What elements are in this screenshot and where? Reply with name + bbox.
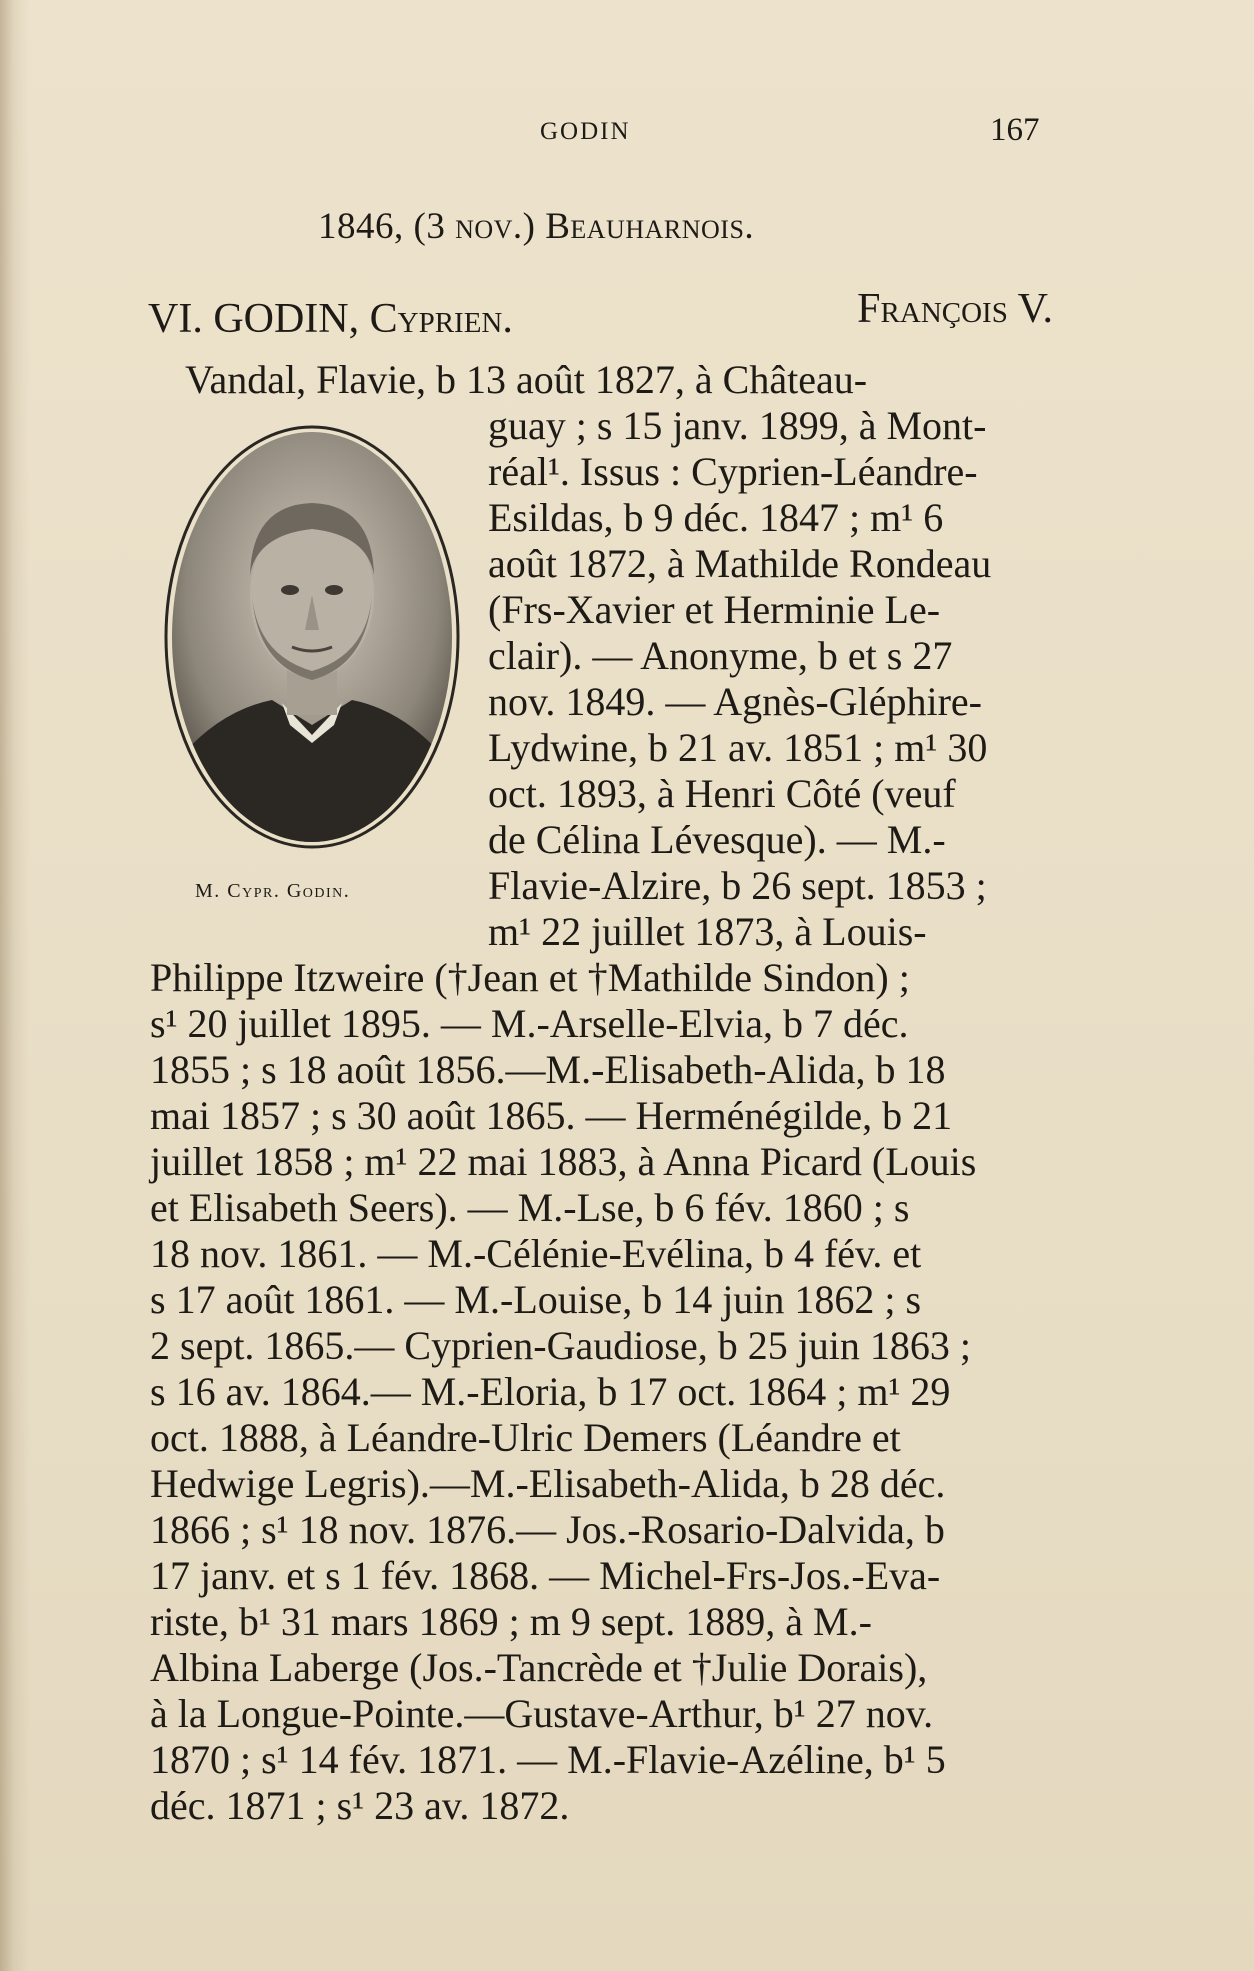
text-line: s¹ 20 juillet 1895. — M.-Arselle-Elvia, b 7 déc. xyxy=(150,1001,909,1046)
text-line: m¹ 22 juillet 1873, à Louis- xyxy=(488,909,927,954)
portrait-image-icon xyxy=(162,425,462,850)
text-line: Lydwine, b 21 av. 1851 ; m¹ 30 xyxy=(488,725,988,770)
text-line: Esildas, b 9 déc. 1847 ; m¹ 6 xyxy=(488,495,944,540)
text-line: Hedwige Legris).—M.-Elisabeth-Alida, b 28 déc. xyxy=(150,1461,946,1506)
text-line: Vandal, Flavie, b 13 août 1827, à Château- xyxy=(185,357,868,402)
text-line: Flavie-Alzire, b 26 sept. 1853 ; xyxy=(488,863,987,908)
entry-number-name: VI. GODIN, Cyprien. xyxy=(148,296,513,342)
text-line: 2 sept. 1865.— Cyprien-Gaudiose, b 25 juin 1863 ; xyxy=(150,1323,972,1368)
text-line: août 1872, à Mathilde Rondeau xyxy=(488,541,992,586)
text-line: Philippe Itzweire (†Jean et †Mathilde Sindon) ; xyxy=(150,955,910,1000)
text-line: 18 nov. 1861. — M.-Célénie-Evélina, b 4 fév. et xyxy=(150,1231,922,1276)
text-line: 1866 ; s¹ 18 nov. 1876.— Jos.-Rosario-Dalvida, b xyxy=(150,1507,945,1552)
portrait-caption: M. Cypr. Godin. xyxy=(195,880,351,902)
text-line: mai 1857 ; s 30 août 1865. — Herménégilde, b 21 xyxy=(150,1093,953,1138)
text-line: oct. 1893, à Henri Côté (veuf xyxy=(488,771,956,816)
text-line: et Elisabeth Seers). — M.-Lse, b 6 fév. 1860 ; s xyxy=(150,1185,910,1230)
text-line: déc. 1871 ; s¹ 23 av. 1872. xyxy=(150,1783,570,1828)
text-line: de Célina Lévesque). — M.- xyxy=(488,817,946,862)
running-head xyxy=(0,112,1254,152)
entry-father: François V. xyxy=(857,286,1053,332)
text-line: s 16 av. 1864.— M.-Eloria, b 17 oct. 1864 ; m¹ 29 xyxy=(150,1369,951,1414)
text-line: à la Longue-Pointe.—Gustave-Arthur, b¹ 27 nov. xyxy=(150,1691,934,1736)
text-line: réal¹. Issus : Cyprien-Léandre- xyxy=(488,449,978,494)
text-line: 17 janv. et s 1 fév. 1868. — Michel-Frs-Jos.-Eva- xyxy=(150,1553,941,1598)
text-line: 1855 ; s 18 août 1856.—M.-Elisabeth-Alida, b 18 xyxy=(150,1047,946,1092)
text-line: (Frs-Xavier et Herminie Le- xyxy=(488,587,941,632)
text-line: guay ; s 15 janv. 1899, à Mont- xyxy=(488,403,987,448)
page-number: 167 xyxy=(990,112,1040,148)
running-head-title: GODIN xyxy=(540,118,631,145)
text-line: riste, b¹ 31 mars 1869 ; m 9 sept. 1889, à M.- xyxy=(150,1599,872,1644)
marriage-date: 1846, (3 nov.) Beauharnois. xyxy=(318,206,755,247)
text-line: Albina Laberge (Jos.-Tancrède et †Julie Dorais), xyxy=(150,1645,928,1690)
text-line: clair). — Anonyme, b et s 27 xyxy=(488,633,953,678)
text-line: s 17 août 1861. — M.-Louise, b 14 juin 1862 ; s xyxy=(150,1277,922,1322)
text-line: juillet 1858 ; m¹ 22 mai 1883, à Anna Picard (Louis xyxy=(150,1139,977,1184)
text-line: 1870 ; s¹ 14 fév. 1871. — M.-Flavie-Azéline, b¹ 5 xyxy=(150,1737,946,1782)
text-line: nov. 1849. — Agnès-Gléphire- xyxy=(488,679,982,724)
text-line: oct. 1888, à Léandre-Ulric Demers (Léandre et xyxy=(150,1415,901,1460)
portrait-photo xyxy=(162,425,462,850)
